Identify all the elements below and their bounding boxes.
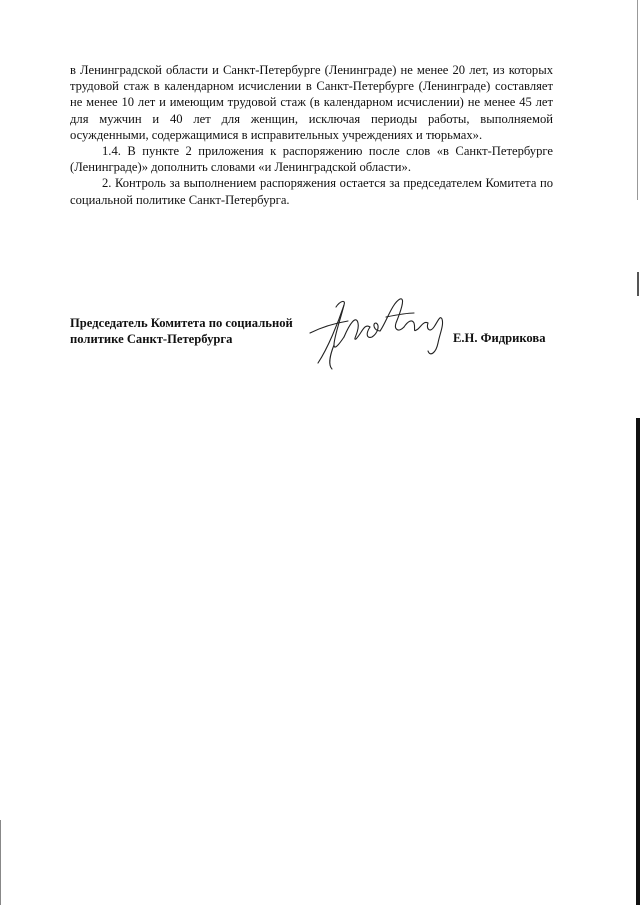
- paragraph-item-1-4: 1.4. В пункте 2 приложения к распоряжению после слов «в Санкт-Петербурге (Ленинграде)» дополнить словами «и Ленинградской области».: [70, 144, 553, 175]
- scan-edge-mark: [0, 820, 1, 905]
- document-body: [70, 62, 553, 208]
- scan-edge-mark: [637, 272, 639, 296]
- scan-edge-mark: [636, 418, 640, 905]
- signatory-title-line-1: Председатель Комитета по социальной: [70, 316, 293, 330]
- signatory-title-line-2: политике Санкт-Петербурга: [70, 332, 233, 347]
- paragraph-item-2: 2. Контроль за выполнением распоряжения остается за председателем Комитета по социальной политике Санкт-Петербурга.: [70, 176, 553, 207]
- signatory-title: [70, 315, 310, 348]
- scan-edge-mark: [637, 0, 638, 200]
- signatory-name: Е.Н. Фидрикова: [453, 331, 546, 345]
- handwritten-signature-icon: [300, 293, 460, 373]
- paragraph-continuation: в Ленинградской области и Санкт-Петербурге (Ленинграде) не менее 20 лет, из которых трудовой стаж в календарном исчислении в Санкт-Петербурге (Ленинграде) составляет не менее 10 лет и имеющим трудовой стаж (в календарном исчислении) не менее 45 лет для мужчин и 40 лет для женщин, исключая периоды работы, выполняемой осужденными, содержащимися в исправительных учреждениях и тюрьмах».: [70, 63, 553, 142]
